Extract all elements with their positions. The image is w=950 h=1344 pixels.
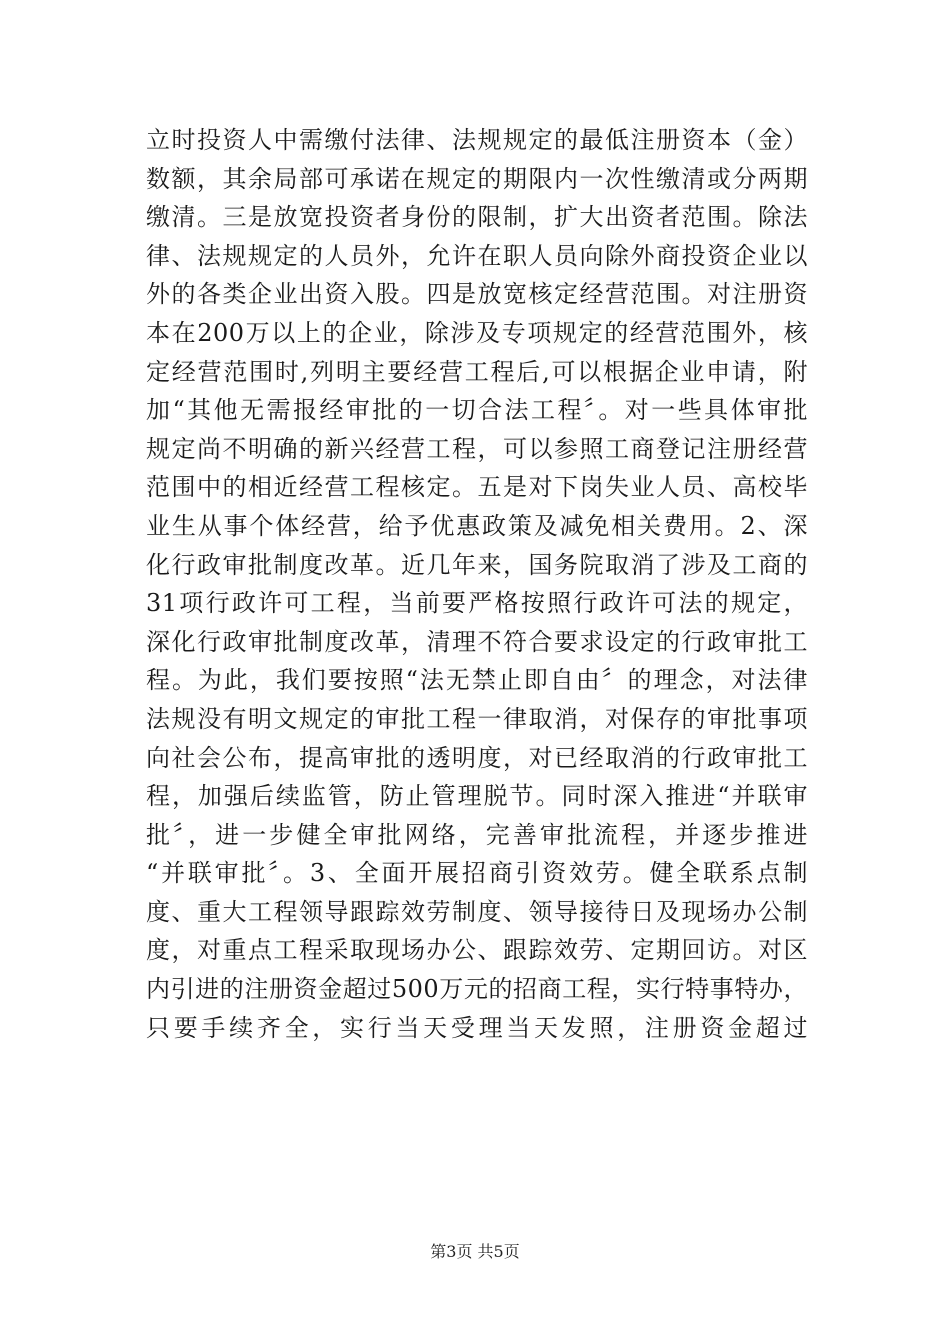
text-line: 加“其他无需报经审批的一切合法工程〞。对一些具体审批 [146, 396, 808, 425]
text-line: 范围中的相近经营工程核定。五是对下岗失业人员、高校毕 [146, 473, 808, 502]
text-line: 定经营范围时,列明主要经营工程后,可以根据企业申请，附 [146, 357, 808, 386]
text-line: 外的各类企业出资入股。四是放宽核定经营范围。对注册资 [146, 280, 808, 309]
text-line: 程。为此，我们要按照“法无禁止即自由〞的理念，对法律 [146, 666, 808, 695]
text-line: 数额，其余局部可承诺在规定的期限内一次性缴清或分两期 [146, 164, 808, 193]
text-line: 业生从事个体经营，给予优惠政策及减免相关费用。2、深 [146, 511, 808, 540]
text-line: 只要手续齐全，实行当天受理当天发照，注册资金超过 [146, 1013, 808, 1042]
text-line: 程，加强后续监管，防止管理脱节。同时深入推进“并联审 [146, 782, 808, 811]
text-line: 向社会公布，提高审批的透明度，对已经取消的行政审批工 [146, 743, 808, 772]
text-line: 内引进的注册资金超过500万元的招商工程，实行特事特办， [146, 975, 808, 1004]
text-line: 度，对重点工程采取现场办公、跟踪效劳、定期回访。对区 [146, 936, 808, 965]
text-line: 度、重大工程领导跟踪效劳制度、领导接待日及现场办公制 [146, 897, 808, 926]
text-line: 立时投资人中需缴付法律、法规规定的最低注册资本（金） [146, 126, 808, 154]
text-line: 法规没有明文规定的审批工程一律取消，对保存的审批事项 [146, 704, 808, 733]
text-line: 本在200万以上的企业，除涉及专项规定的经营范围外，核 [146, 318, 808, 347]
text-line: “并联审批〞。3、全面开展招商引资效劳。健全联系点制 [146, 859, 808, 888]
body-text [146, 121, 808, 1047]
text-line: 缴清。三是放宽投资者身份的限制，扩大出资者范围。除法 [146, 203, 808, 232]
text-line: 律、法规规定的人员外，允许在职人员向除外商投资企业以 [146, 241, 808, 270]
text-line: 深化行政审批制度改革，清理不符合要求设定的行政审批工 [146, 627, 808, 656]
text-line: 化行政审批制度改革。近几年来，国务院取消了涉及工商的 [146, 550, 808, 579]
text-line: 规定尚不明确的新兴经营工程，可以参照工商登记注册经营 [146, 434, 808, 463]
text-line: 批〞，进一步健全审批网络，完善审批流程，并逐步推进 [146, 820, 808, 849]
page-footer: 第3页 共5页 [430, 1242, 520, 1261]
text-line: 31项行政许可工程，当前要严格按照行政许可法的规定， [146, 589, 808, 618]
